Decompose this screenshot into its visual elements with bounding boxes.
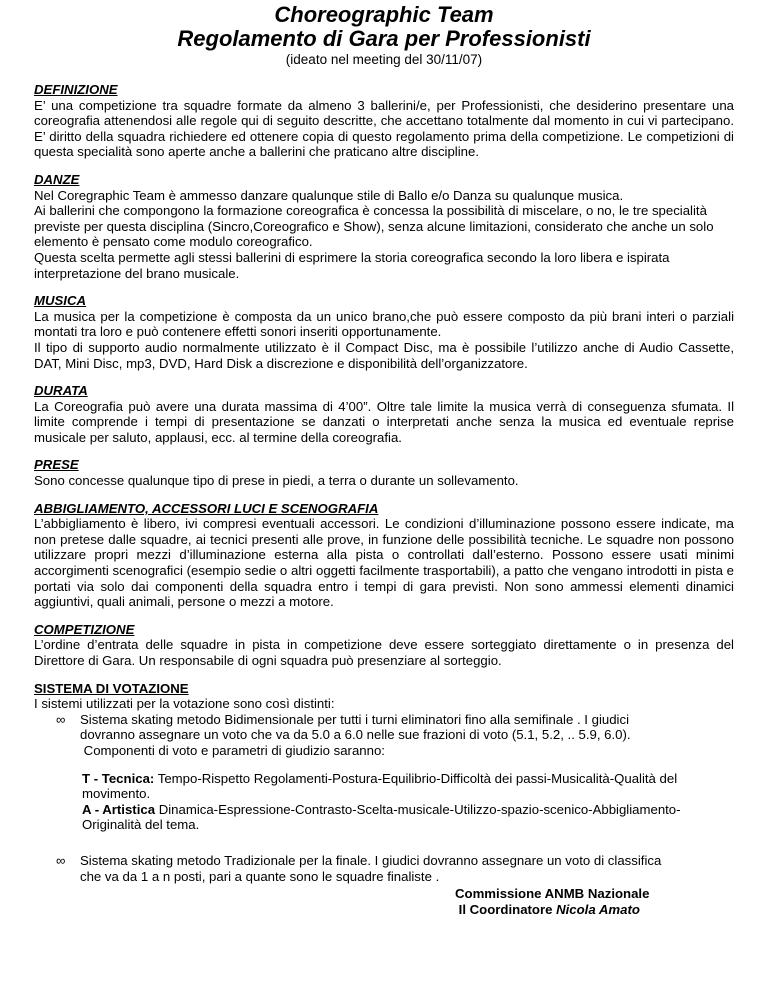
section-abbigliamento bbox=[34, 501, 734, 610]
section-heading: DURATA bbox=[34, 383, 88, 399]
section-danze bbox=[34, 172, 734, 281]
section-heading: MUSICA bbox=[34, 293, 87, 309]
document-title-line2: Regolamento di Gara per Professionisti bbox=[177, 26, 591, 51]
criterion-name: T - Tecnica: bbox=[82, 770, 155, 786]
list-item-text: Sistema skating metodo Bidimensionale per tutti i turni eliminatori fino alla semifinale . I giudici bbox=[80, 711, 630, 727]
list-item bbox=[34, 712, 734, 759]
section-heading: DEFINIZIONE bbox=[34, 82, 118, 97]
criterion-text: Dinamica-Espressione-Contrasto-Scelta-musicale-Utilizzo-spazio-scenico-Abbigliamento-Originalità del tema. bbox=[82, 801, 681, 833]
criterion-artistica bbox=[82, 802, 734, 833]
section-text: La musica per la competizione è composta da un unico brano,che può essere composto da più brani interi o parziali montati tra loro e può contenere effetti sonori inseriti opportunamente. bbox=[34, 308, 734, 340]
criterion-text: Tempo-Rispetto Regolamenti-Postura-Equilibrio-Difficoltà dei passi-Musicalità-Qualità del movimento. bbox=[82, 770, 678, 802]
document-title-line1: Choreographic Team bbox=[274, 2, 494, 27]
section-heading: SISTEMA DI VOTAZIONE bbox=[34, 680, 189, 696]
section-heading: COMPETIZIONE bbox=[34, 621, 135, 637]
criteria-block bbox=[34, 771, 734, 833]
bullet-icon: ∞ bbox=[56, 852, 66, 868]
list-item bbox=[34, 853, 734, 884]
signature-line2 bbox=[455, 902, 649, 918]
list-item-text: che va da 1 a n posti, pari a quante sono le squadre finaliste . bbox=[80, 868, 440, 884]
document-subtitle: (ideato nel meeting del 30/11/07) bbox=[285, 52, 483, 67]
signature-role: Il Coordinatore bbox=[455, 902, 557, 917]
signature-line1: Commissione ANMB Nazionale bbox=[455, 886, 650, 901]
section-text: Il tipo di supporto audio normalmente utilizzato è il Compact Disc, ma è possibile l’utilizzo anche di Audio Cassette, DAT, Mini Disc, mp3, DVD, Hard Disk a discrezione e disponibilità dell’organizzatore. bbox=[34, 339, 734, 371]
section-text: E’ una competizione tra squadre formate da almeno 3 ballerini/e, per Professionisti, che desiderino presentare una coreografia attenendosi alle regole qui di seguito descritte, che accettano totalmente dal momento in cui vi partecipano. E’ diritto della squadra richiedere ed ottenere copia di questo regolamento prima della competizione. Le competizioni di questa specialità sono aperte anche a ballerini che praticano altre discipline. bbox=[34, 97, 734, 160]
list-item-text: dovranno assegnare un voto che va da 5.0 a 6.0 nelle sue frazioni di voto (5.1, 5.2, .. 5.9, 6.0). bbox=[80, 727, 631, 743]
criterion-name: A - Artistica bbox=[82, 801, 156, 817]
section-text: La Coreografia può avere una durata massima di 4’00”. Oltre tale limite la musica verrà di conseguenza sfumata. Il limite comprende i tempi di presentazione se danzati o interpretati anche senza la musica ed eventuale reprise musicale per saluto, applausi, ecc. al termine della coreografia. bbox=[34, 398, 734, 445]
section-text: Nel Coregraphic Team è ammesso danzare qualunque stile di Ballo e/o Danza su qualunque musica. bbox=[34, 187, 624, 203]
section-intro: I sistemi utilizzati per la votazione sono così distinti: bbox=[34, 696, 335, 712]
signature-block bbox=[455, 886, 649, 918]
section-text: L’abbigliamento è libero, ivi compresi eventuali accessori. Le condizioni d’illuminazione possono essere indicate, ma non pretese dalle squadre, ai tecnici presenti alle prove, in funzione delle possibilità tecniche. Le squadre non possono utilizzare propri mezzi d’illuminazione esterna alla pista o controllati dall’esterno. Possono essere usati minimi accorgimenti scenografici (esempio sedie o altri oggetti facilmente trasportabili), a patto che vengano introdotti in pista e portati via solo dai componenti della squadra entro i tempi di gara previsti. Non sono ammessi elementi dinamici aggiuntivi, quali animali, persone o mezzi a motore. bbox=[34, 516, 734, 610]
list-item-text: Sistema skating metodo Tradizionale per la finale. I giudici dovranno assegnare un voto di classifica bbox=[80, 852, 662, 868]
section-heading: ABBIGLIAMENTO, ACCESSORI LUCI E SCENOGRAFIA bbox=[34, 500, 379, 516]
section-text: L’ordine d’entrata delle squadre in pista in competizione deve essere sorteggiato direttamente o in presenza del Direttore di Gara. Un responsabile di ogni squadra può presenziare al sorteggio. bbox=[34, 637, 734, 668]
section-text: Sono concesse qualunque tipo di prese in piedi, a terra o durante un sollevamento. bbox=[34, 473, 519, 489]
section-prese bbox=[34, 457, 734, 488]
section-heading: PRESE bbox=[34, 457, 79, 473]
section-musica bbox=[34, 293, 734, 371]
section-durata bbox=[34, 383, 734, 445]
document-body bbox=[34, 82, 734, 896]
criterion-tecnica bbox=[82, 771, 734, 802]
list-item-text: Componenti di voto e parametri di giudizio saranno: bbox=[80, 742, 385, 758]
section-definizione bbox=[34, 82, 734, 160]
section-competizione bbox=[34, 622, 734, 669]
section-text: Questa scelta permette agli stessi ballerini di esprimere la storia coreografica secondo la loro libera e ispirata interpretazione del brano musicale. bbox=[34, 249, 670, 281]
section-heading: DANZE bbox=[34, 171, 80, 187]
bullet-icon: ∞ bbox=[56, 711, 66, 727]
signature-name: Nicola Amato bbox=[556, 902, 640, 917]
section-votazione bbox=[34, 681, 734, 885]
section-text: Ai ballerini che compongono la formazione coreografica è concessa la possibilità di miscelare, o no, le tre specialità previste per questa disciplina (Sincro,Coreografico e Show), senza alcune limitazioni, considerato che anche un solo elemento è pensato come modulo coreografico. bbox=[34, 203, 714, 250]
